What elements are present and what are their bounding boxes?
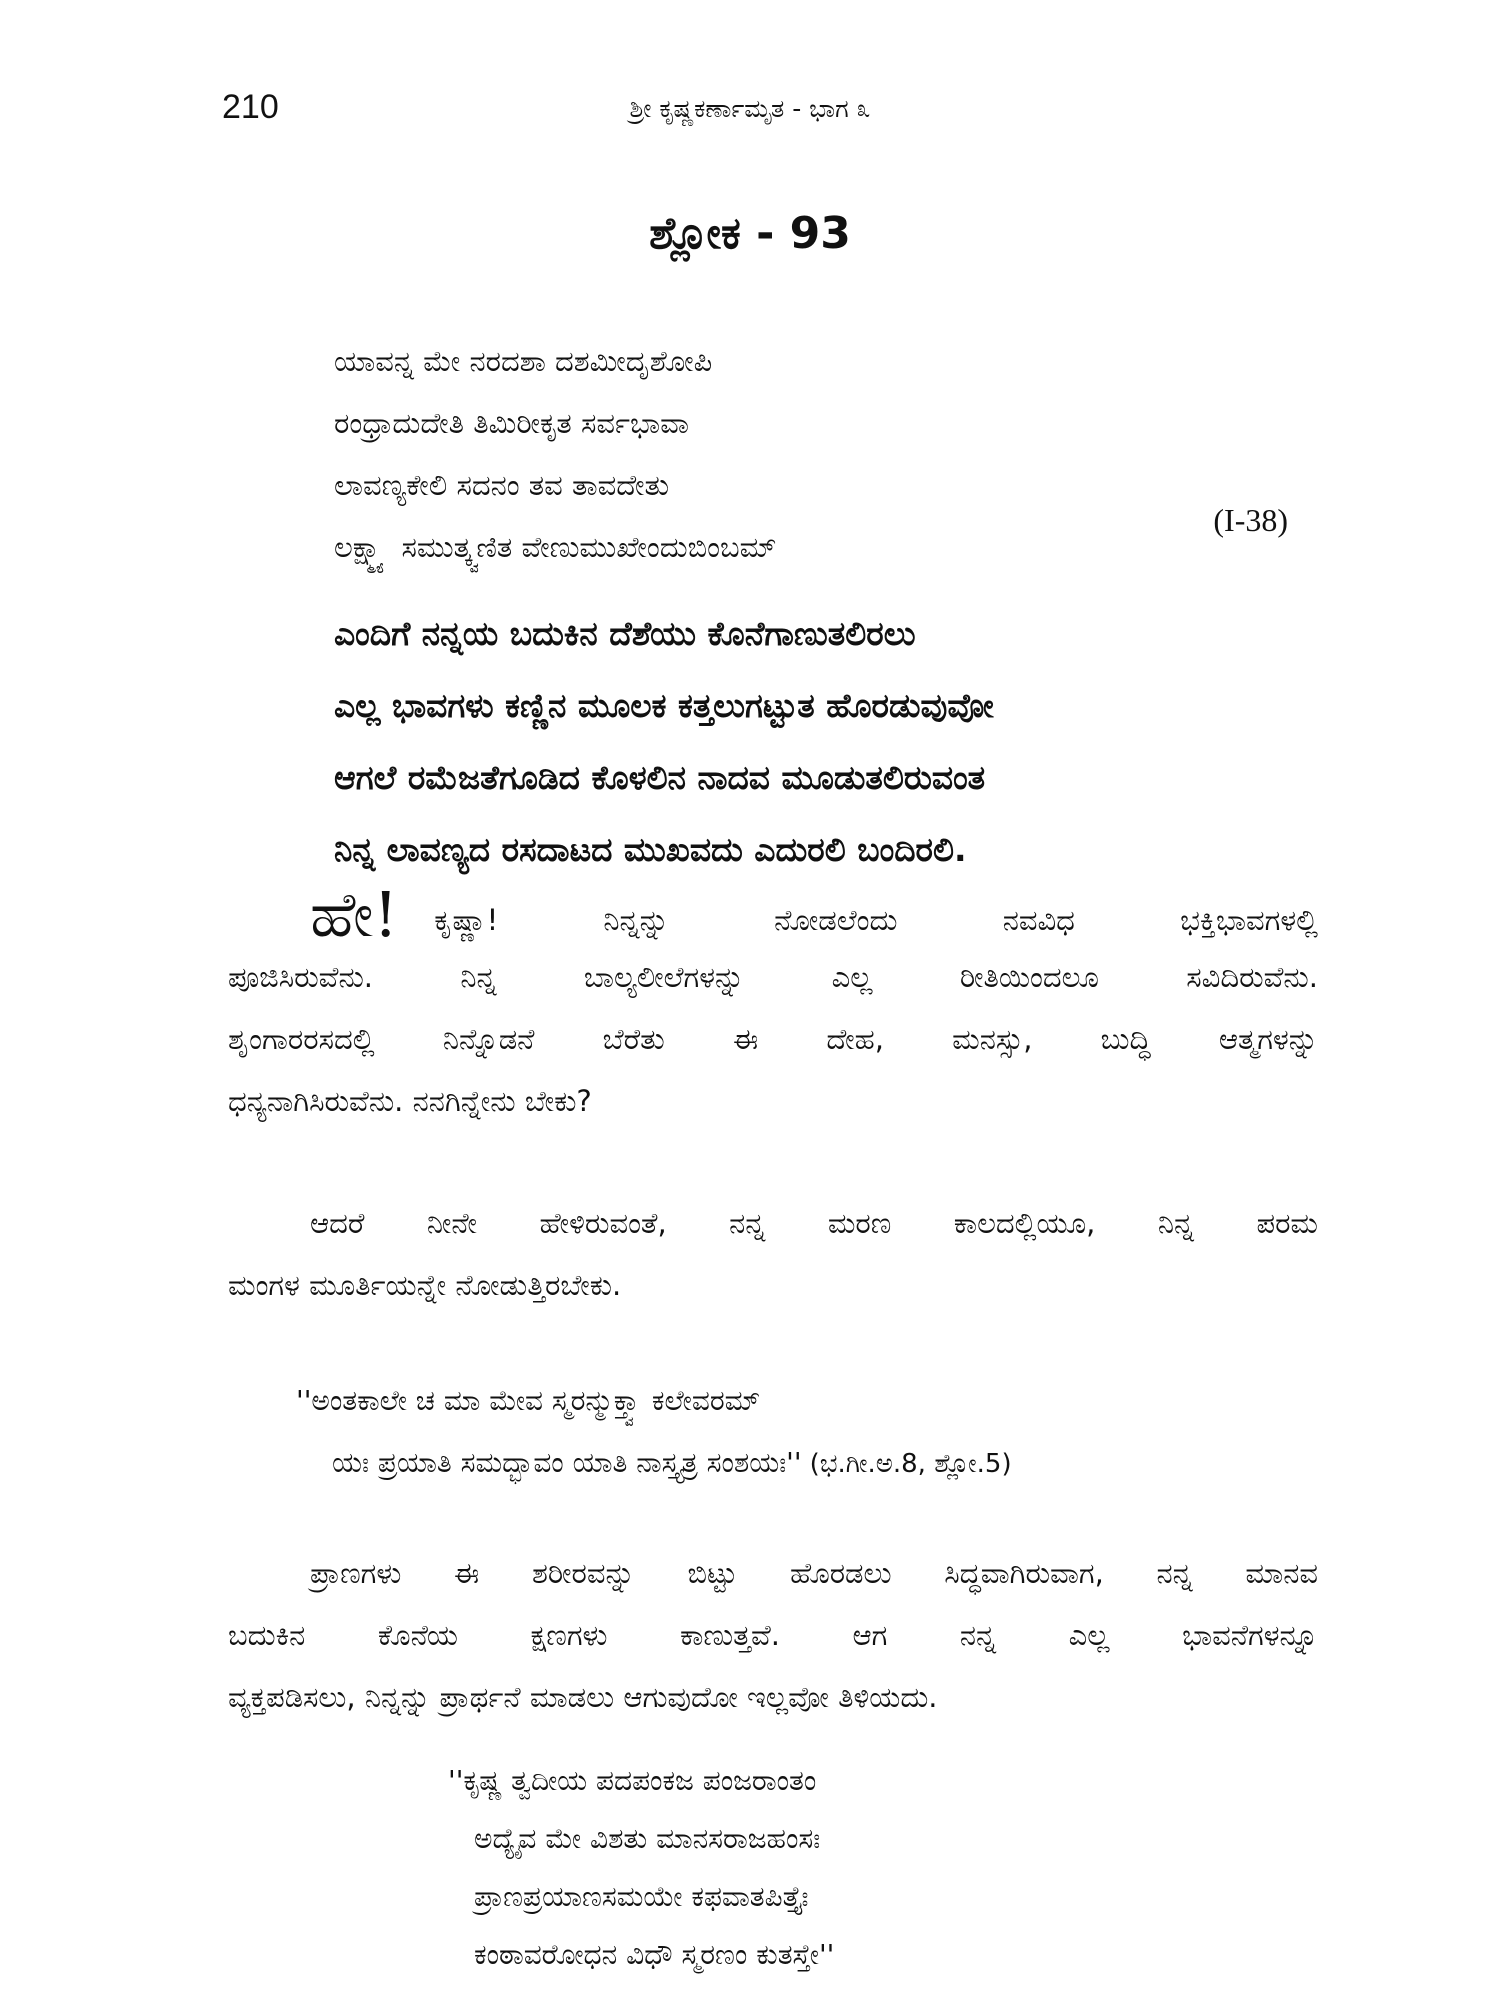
commentary-paragraph-2 <box>228 1192 1318 1316</box>
quote-reference: (ಭ.ಗೀ.ಅ.8, ಶ್ಲೋ.5) <box>809 1449 1012 1479</box>
shloka-title: ಶ್ಲೋಕ - 93 <box>649 208 851 259</box>
paragraph-line: ಮಂಗಳ ಮೂರ್ತಿಯನ್ನೇ ನೋಡುತ್ತಿರಬೇಕು. <box>228 1268 622 1302</box>
gita-quote <box>296 1370 1336 1494</box>
paragraph-line: ಧನ್ಯನಾಗಿಸಿರುವೆನು. ನನಗಿನ್ನೇನು ಬೇಕು? <box>228 1084 592 1118</box>
commentary-paragraph-3 <box>228 1542 1318 1728</box>
paragraph-text: ಕೃಷ್ಣಾ! ನಿನ್ನನ್ನು ನೋಡಲೆಂದು ನವವಿಧ ಭಕ್ತಿಭಾವಗಳಲ್ಲಿ <box>434 903 1318 937</box>
verse-line: ರಂಧ್ರಾದುದೇತಿ ತಿಮಿರೀಕೃತ ಸರ್ವಭಾವಾ <box>334 406 689 440</box>
page-number: 210 <box>222 88 279 126</box>
translation-line: ಎಲ್ಲ ಭಾವಗಳು ಕಣ್ಣಿನ ಮೂಲಕ ಕತ್ತಲುಗಟ್ಟುತ ಹೊರಡುವುವೋ <box>334 686 994 725</box>
verse-line: ಲಕ್ಷ್ಮ್ಯಾ ಸಮುತ್ಕ್ವಣಿತ ವೇಣುಮುಖೇಂದುಬಿಂಬಮ್ <box>334 530 777 564</box>
drop-word: ಹೇ! <box>310 878 399 951</box>
verse-line: ಯಾವನ್ನ ಮೇ ನರದಶಾ ದಶಮೀದೃಶೋಪಿ <box>334 344 713 378</box>
quote-text: ಯಃ ಪ್ರಯಾತಿ ಸಮದ್ಭಾವಂ ಯಾತಿ ನಾಸ್ತ್ಯತ್ರ ಸಂಶಯಃ'' <box>332 1446 802 1479</box>
quote-line: ''ಅಂತಕಾಲೇ ಚ ಮಾ ಮೇವ ಸ್ಮರನ್ಮುಕ್ತ್ವಾ ಕಲೇವರಮ್ <box>296 1384 761 1417</box>
translation-line: ಆಗಲೆ ರಮೆಜತೆಗೂಡಿದ ಕೊಳಲಿನ ನಾದವ ಮೂಡುತಲಿರುವಂತ <box>334 758 986 797</box>
translation-line: ಎಂದಿಗೆ ನನ್ನಯ ಬದುಕಿನ ದೆಶೆಯು ಕೊನೆಗಾಣುತಲಿರಲು <box>334 614 916 653</box>
kannada-translation <box>334 598 1334 886</box>
sanskrit-verse <box>334 330 1334 578</box>
quote-line: ಪ್ರಾಣಪ್ರಯಾಣಸಮಯೇ ಕಫವಾತಪಿತ್ತೈಃ <box>474 1880 809 1913</box>
quote-line: ಕಂಠಾವರೋಧನ ವಿಧೌ ಸ್ಮರಣಂ ಕುತಸ್ತೇ'' <box>474 1938 835 1971</box>
verse-reference: (I-38) <box>1213 502 1288 538</box>
quote-line: ಅದ್ಯೈವ ಮೇ ವಿಶತು ಮಾನಸರಾಜಹಂಸಃ <box>474 1822 821 1855</box>
verse-line: ಲಾವಣ್ಯಕೇಲಿ ಸದನಂ ತವ ತಾವದೇತು <box>334 468 670 502</box>
paragraph-line: ಪೂಜಿಸಿರುವೆನು. ನಿನ್ನ ಬಾಲ್ಯಲೀಲೆಗಳನ್ನು ಎಲ್ಲ ರೀತಿಯಿಂದಲೂ ಸವಿದಿರುವೆನು. <box>228 960 1318 994</box>
paragraph-line: ವ್ಯಕ್ತಪಡಿಸಲು, ನಿನ್ನನ್ನು ಪ್ರಾರ್ಥನೆ ಮಾಡಲು ಆಗುವುದೋ ಇಲ್ಲವೋ ತಿಳಿಯದು. <box>228 1680 938 1714</box>
quote-line <box>296 1432 1336 1494</box>
translation-line: ನಿನ್ನ ಲಾವಣ್ಯದ ರಸದಾಟದ ಮುಖವದು ಎದುರಲಿ ಬಂದಿರಲಿ. <box>334 830 967 869</box>
paragraph-line: ಆದರೆ ನೀನೇ ಹೇಳಿರುವಂತೆ, ನನ್ನ ಮರಣ ಕಾಲದಲ್ಲಿಯೂ, ನಿನ್ನ ಪರಮ <box>310 1206 1318 1240</box>
quote-line: ''ಕೃಷ್ಣ ತ್ವದೀಯ ಪದಪಂಕಜ ಪಂಜರಾಂತಂ <box>448 1764 817 1797</box>
paragraph-line <box>228 878 1318 951</box>
running-header-title: ಶ್ರೀ ಕೃಷ್ಣಕರ್ಣಾಮೃತ - ಭಾಗ ೩ <box>629 94 871 123</box>
paragraph-line: ಶೃಂಗಾರರಸದಲ್ಲಿ ನಿನ್ನೊಡನೆ ಬೆರೆತು ಈ ದೇಹ, ಮನಸ್ಸು, ಬುದ್ಧಿ ಆತ್ಮಗಳನ್ನು <box>228 1022 1318 1056</box>
paragraph-line: ಬದುಕಿನ ಕೊನೆಯ ಕ್ಷಣಗಳು ಕಾಣುತ್ತವೆ. ಆಗ ನನ್ನ ಎಲ್ಲ ಭಾವನೆಗಳನ್ನೂ <box>228 1618 1318 1652</box>
closing-verse-quote <box>448 1752 1348 1984</box>
paragraph-line: ಪ್ರಾಣಗಳು ಈ ಶರೀರವನ್ನು ಬಿಟ್ಟು ಹೊರಡಲು ಸಿದ್ಧವಾಗಿರುವಾಗ, ನನ್ನ ಮಾನವ <box>310 1556 1318 1590</box>
commentary-paragraph-1 <box>228 878 1318 1132</box>
